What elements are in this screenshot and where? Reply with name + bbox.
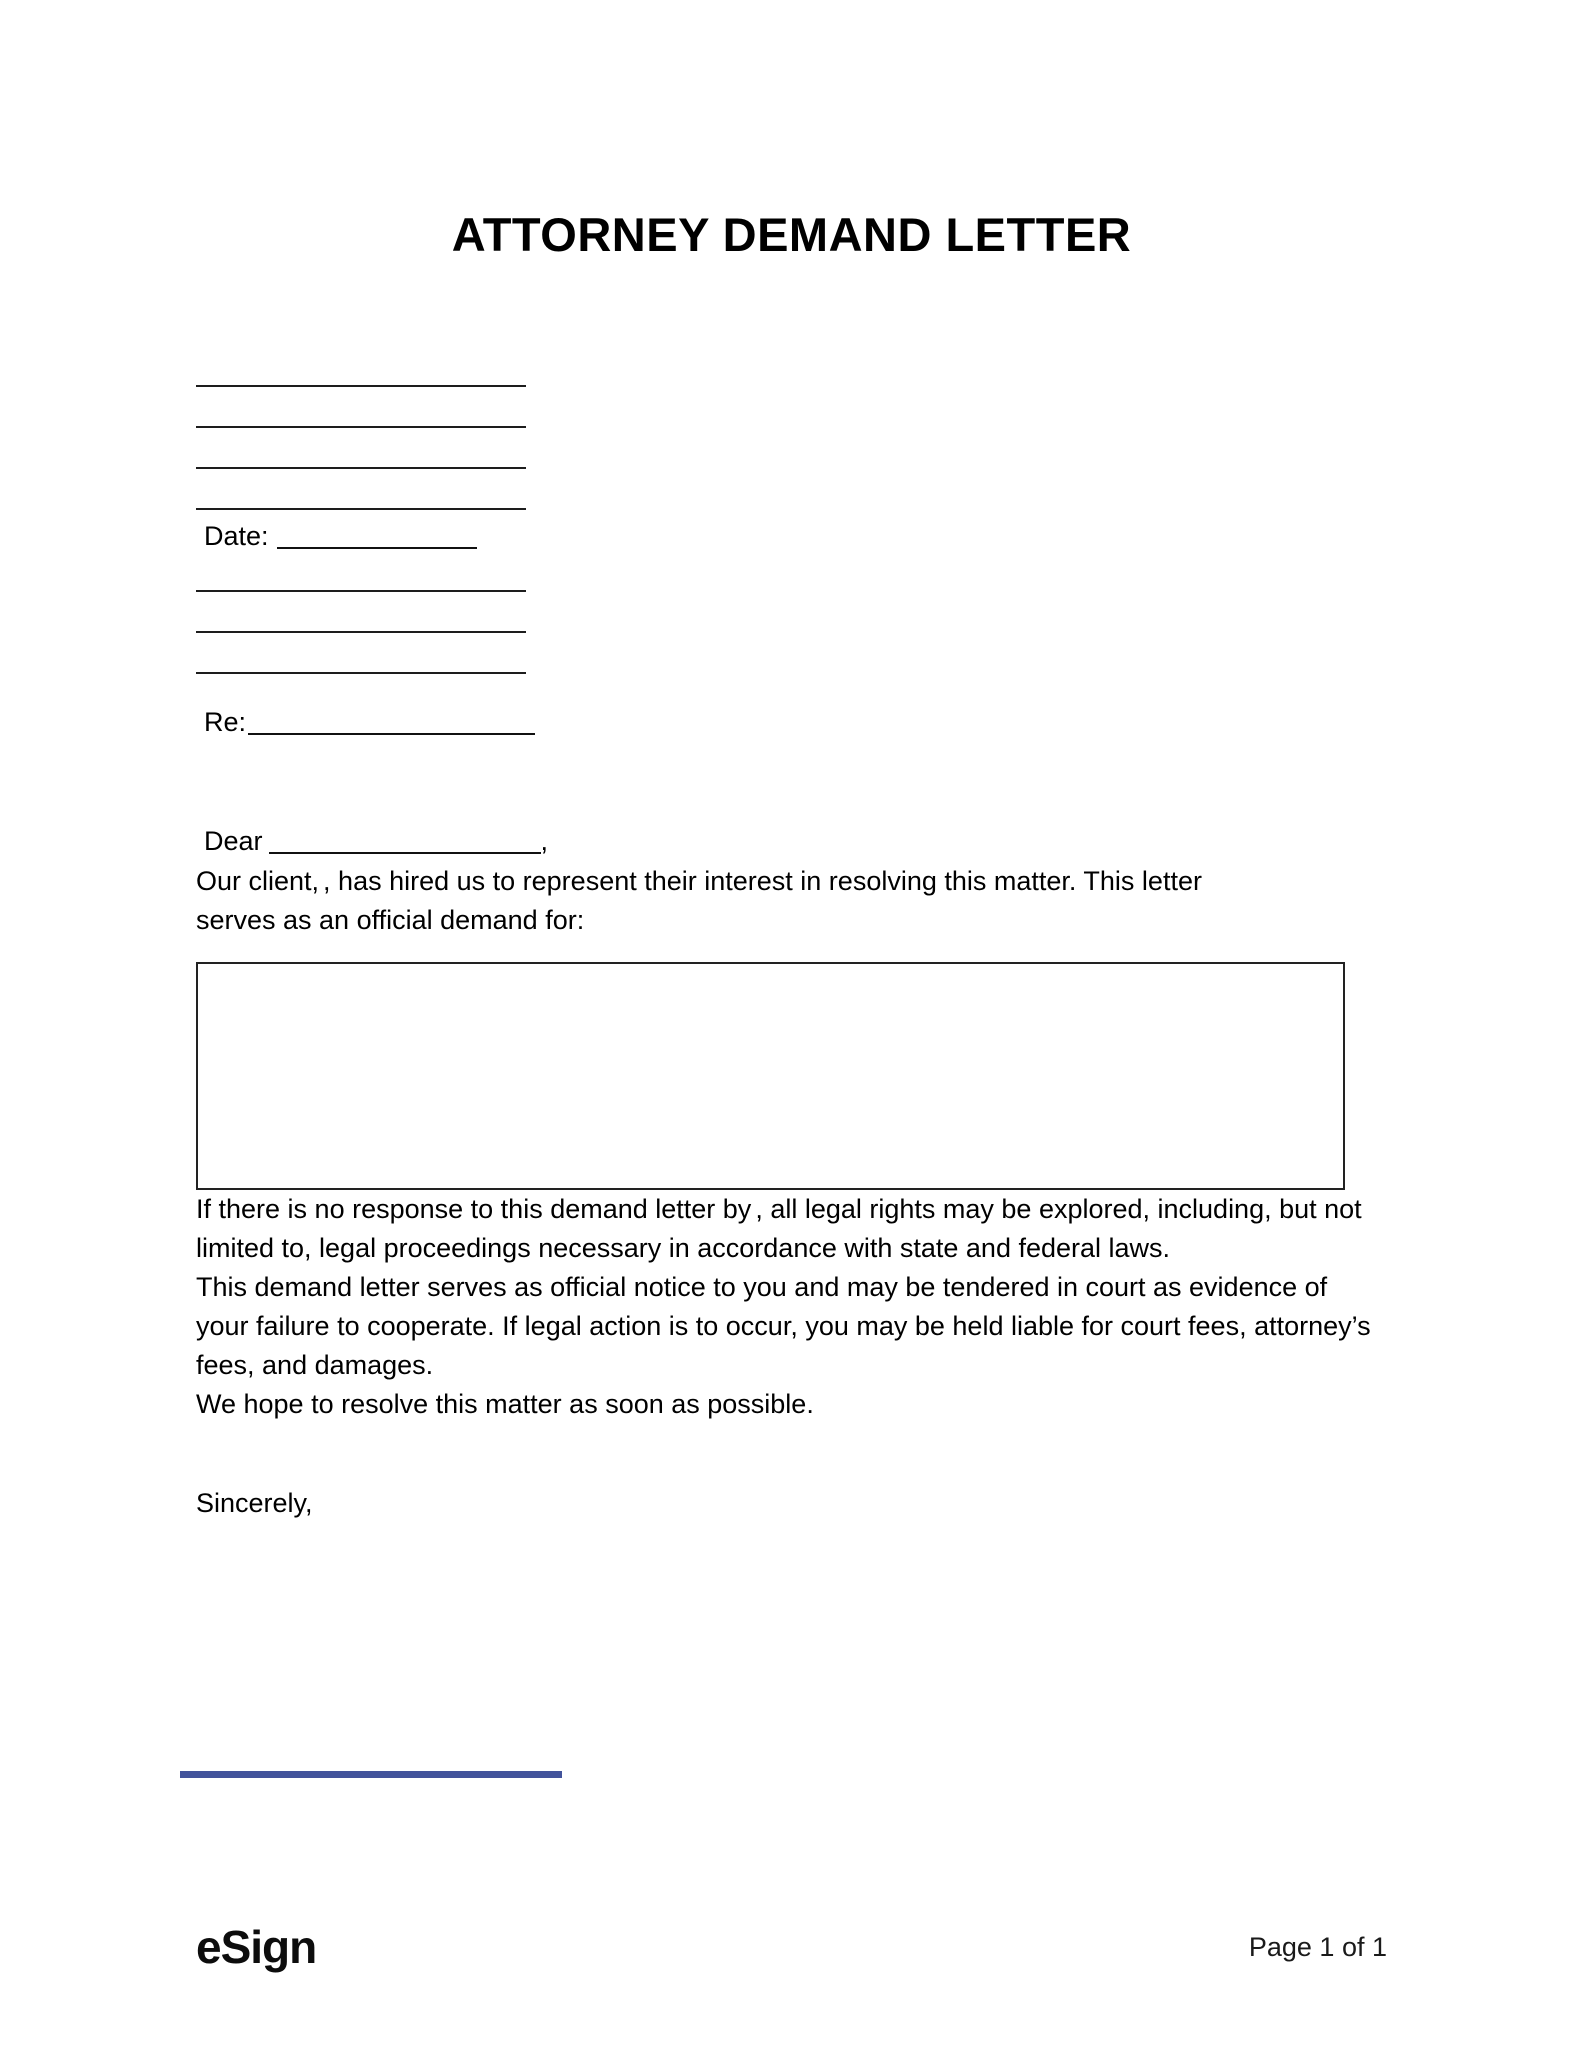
- date-input[interactable]: [277, 523, 477, 549]
- blank-rule: [196, 672, 526, 674]
- client-intro-suffix: , has hired us to represent their interest in resolving this matter. This letter serves as an official demand for:: [196, 866, 1202, 935]
- official-notice-paragraph: This demand letter serves as official notice to you and may be tendered in court as evidence of your failure to cooperate. If legal action is to occur, you may be held liable for court fees, attorney’s fees, and damages.: [196, 1272, 1371, 1380]
- esign-logo: eSign: [196, 1921, 317, 1973]
- demand-details-box[interactable]: [196, 962, 1345, 1190]
- re-row: [196, 702, 1376, 743]
- sender-line-2[interactable]: [196, 393, 1376, 434]
- page-title: ATTORNEY DEMAND LETTER: [451, 208, 1132, 262]
- salutation-comma: ,: [540, 826, 549, 856]
- sign-off-label: Sincerely,: [196, 1488, 313, 1518]
- client-intro-prefix: Our client,: [196, 866, 320, 896]
- sender-line-3[interactable]: [196, 434, 1376, 475]
- blank-rule: [196, 467, 526, 469]
- sender-line-1[interactable]: [196, 352, 1376, 393]
- salutation-input[interactable]: [269, 828, 541, 854]
- salutation-label: Dear: [204, 826, 263, 856]
- recipient-line-2[interactable]: [196, 598, 1376, 639]
- no-response-suffix: , all legal rights may be explored, including, but not limited to, legal proceedings necessary in accordance with state and federal laws.: [196, 1194, 1362, 1263]
- page-footer: [0, 1918, 1583, 1998]
- blank-rule: [196, 426, 526, 428]
- re-label: Re:: [204, 707, 247, 737]
- no-response-prefix: If there is no response to this demand letter by: [196, 1194, 752, 1224]
- date-row: [196, 516, 1376, 557]
- no-response-paragraph: [196, 1190, 1371, 1268]
- recipient-line-1[interactable]: [196, 557, 1376, 598]
- blank-rule: [196, 590, 526, 592]
- sender-line-4[interactable]: [196, 475, 1376, 516]
- closing-hope-paragraph: We hope to resolve this matter as soon as possible.: [196, 1389, 814, 1419]
- recipient-line-3[interactable]: [196, 639, 1376, 680]
- client-intro-paragraph: [196, 862, 1266, 940]
- blank-rule: [196, 631, 526, 633]
- letter-body: [196, 352, 1376, 1523]
- page-indicator: Page 1 of 1: [1248, 1932, 1387, 1962]
- re-input[interactable]: [248, 709, 535, 735]
- salutation-row: [196, 821, 1376, 862]
- signature-line[interactable]: [180, 1771, 562, 1778]
- blank-rule: [196, 508, 526, 510]
- blank-rule: [196, 385, 526, 387]
- date-label: Date:: [204, 521, 269, 551]
